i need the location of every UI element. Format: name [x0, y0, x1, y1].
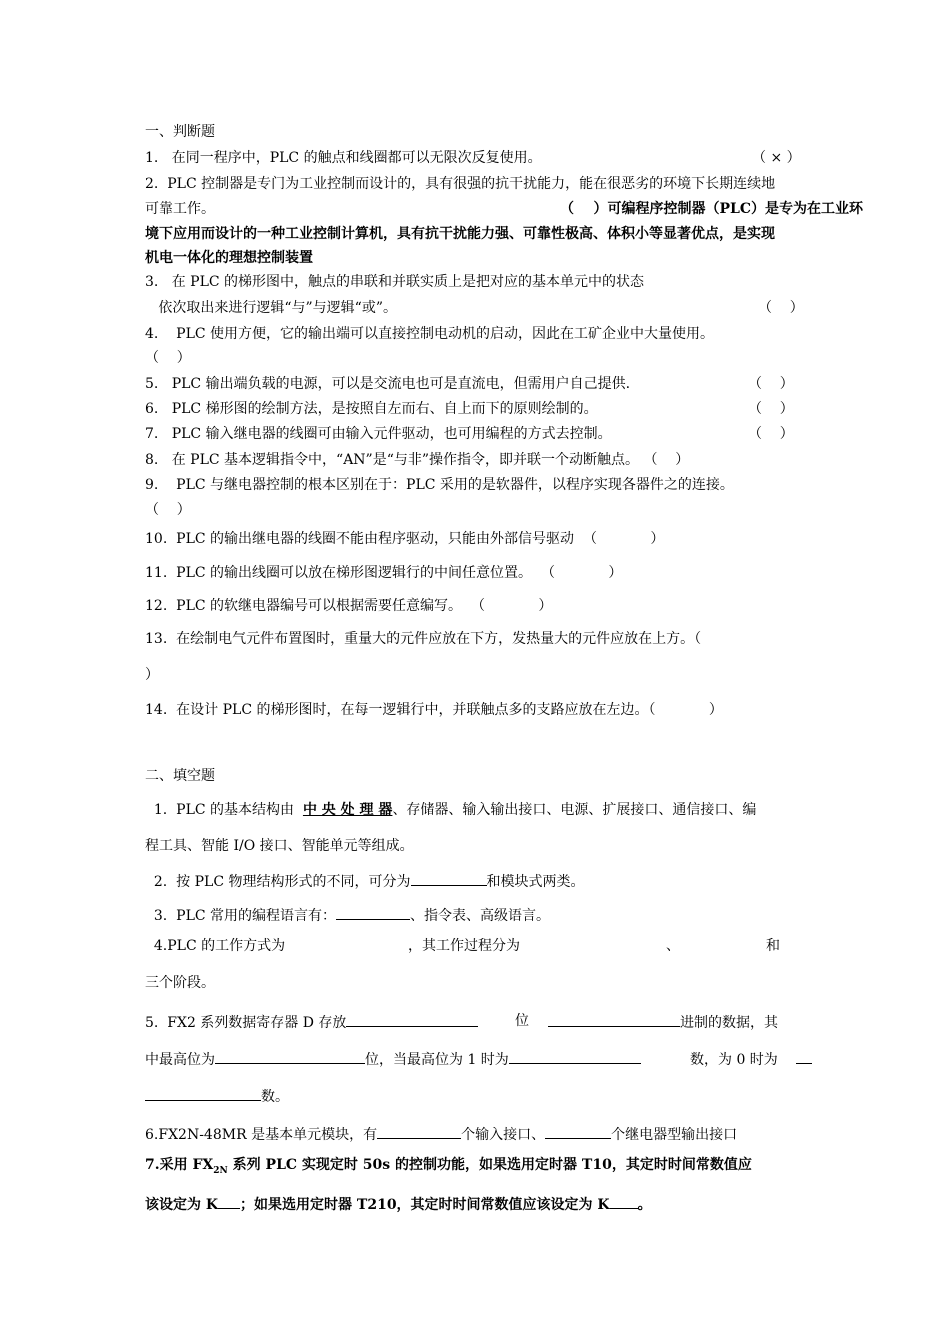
q4-line1: 4. PLC 使用方便，它的输出端可以直接控制电动机的启动，因此在工矿企业中大量使用。 [145, 326, 715, 342]
f2-suffix: 和模块式两类。 [486, 874, 585, 890]
q13-line2: ） [145, 667, 159, 683]
f2-blank[interactable] [411, 871, 487, 886]
f3-blank[interactable] [336, 905, 410, 920]
f7-line2 [145, 1194, 652, 1214]
f3-prefix: 3. PLC 常用的编程语言有： [145, 908, 337, 924]
f6-prefix: 6.FX2N-48MR 是基本单元模块，有 [145, 1127, 378, 1143]
f5-l2-end [690, 1049, 812, 1069]
q2-line2: 可靠工作。 [145, 201, 215, 217]
f6-blank1[interactable] [377, 1124, 461, 1139]
q11-text: 11. PLC 的输出线圈可以放在梯形图逻辑行的中间任意位置。 （ ） [145, 565, 623, 581]
f5-l2-end-text: 数，为 0 时为 [690, 1052, 778, 1068]
f3-line [145, 905, 550, 925]
f5-blank4[interactable] [509, 1049, 641, 1064]
f3-suffix: 、指令表、高级语言。 [410, 908, 551, 924]
f2-line [145, 871, 585, 891]
f5-c [548, 1012, 778, 1032]
f6-suffix: 个继电器型输出接口 [611, 1127, 738, 1143]
f5-l3-text: 数。 [261, 1089, 289, 1105]
f5-line3 [145, 1086, 289, 1106]
f5-l2-mid: 位，当最高位为 1 时为 [365, 1052, 509, 1068]
q8-text: 8. 在 PLC 基本逻辑指令中，“AN”是“与非”操作指令，即并联一个动断触点。 （ ） [145, 452, 690, 468]
q7-text: 7. PLC 输入继电器的线圈可由输入元件驱动，也可用编程的方式去控制。 [145, 426, 612, 442]
q5-answer: （ ） [748, 376, 794, 392]
q1-text: 1. 在同一程序中，PLC 的触点和线圈都可以无限次反复使用。 [145, 150, 542, 166]
f6-line [145, 1124, 737, 1144]
f5-b: 位 [515, 1013, 529, 1029]
f7-line1 [145, 1156, 752, 1180]
q14-text: 14. 在设计 PLC 的梯形图时，在每一逻辑行中，并联触点多的支路应放在左边。（ ） [145, 702, 723, 718]
f5-a [145, 1012, 478, 1032]
f1-line1 [145, 801, 756, 819]
f5-blank5b[interactable] [145, 1086, 261, 1101]
q2-line4: 机电一体化的理想控制装置 [145, 250, 313, 266]
f6-blank2[interactable] [545, 1124, 611, 1139]
q3-line1: 3. 在 PLC 的梯形图中，触点的串联和并联实质上是把对应的基本单元中的状态 [145, 274, 645, 290]
f7-l2-end: 。 [637, 1197, 652, 1213]
f7-subscript: 2N [213, 1165, 228, 1176]
q4-line2: （ ） [145, 350, 191, 366]
f5-l2-prefix: 中最高位为 [145, 1052, 215, 1068]
f5-prefix: 5. FX2 系列数据寄存器 D 存放 [145, 1015, 347, 1031]
f1-answer: 中 央 处 理 器 [302, 802, 393, 818]
f1-line2: 程工具、智能 I/O 接口、智能单元等组成。 [145, 838, 414, 854]
f6-mid: 个输入接口、 [461, 1127, 546, 1143]
q13-line1: 13. 在绘制电气元件布置图时，重量大的元件应放在下方，发热量大的元件应放在上方。（ [145, 631, 702, 647]
q2-line1: 2. PLC 控制器是专门为工业控制而设计的，具有很强的抗干扰能力，能在很恶劣的环境下长期连续地 [145, 176, 776, 192]
f5-blank3[interactable] [215, 1049, 365, 1064]
f4-b: ，其工作过程分为 [408, 938, 520, 954]
f5-c-text: 进制的数据，其 [680, 1015, 778, 1031]
q2-line2-answer: （ ）可编程序控制器（PLC）是专为在工业环 [560, 201, 864, 217]
f5-line2 [145, 1049, 641, 1069]
q6-text: 6. PLC 梯形图的绘制方法，是按照自左而右、自上而下的原则绘制的。 [145, 401, 598, 417]
f2-prefix: 2. 按 PLC 物理结构形式的不同，可分为 [145, 874, 411, 890]
f4-a: 4.PLC 的工作方式为 [145, 938, 286, 954]
f7-l2-mid: ；如果选用定时器 T210，其定时时间常数值应该设定为 K [240, 1197, 610, 1213]
q9-line2: （ ） [145, 502, 191, 518]
f5-blank1[interactable] [346, 1012, 478, 1027]
f7-suffix: 系列 PLC 实现定时 50s 的控制功能，如果选用定时器 T10，其定时时间常数值应 [227, 1157, 752, 1173]
f7-l2-prefix: 该设定为 K [145, 1197, 219, 1213]
section2-title: 二、填空题 [145, 768, 215, 784]
f5-blank2[interactable] [548, 1012, 680, 1027]
q5-text: 5. PLC 输出端负载的电源，可以是交流电也可是直流电，但需用户自己提供. [145, 376, 631, 392]
q6-answer: （ ） [748, 401, 794, 417]
q9-line1: 9. PLC 与继电器控制的根本区别在于：PLC 采用的是软器件，以程序实现各器件之的连接。 [145, 477, 734, 493]
f4-d: 和 [766, 938, 780, 954]
f7-prefix: 7.采用 FX [145, 1157, 214, 1173]
f4-c: 、 [666, 938, 680, 954]
f1-suffix: 、存储器、输入输出接口、电源、扩展接口、通信接口、编 [392, 802, 757, 818]
q10-text: 10. PLC 的输出继电器的线圈不能由程序驱动，只能由外部信号驱动 （ ） [145, 531, 665, 547]
f1-prefix: 1. PLC 的基本结构由 [145, 802, 303, 818]
q2-line3: 境下应用而设计的一种工业控制计算机，具有抗干扰能力强、可靠性极高、体积小等显著优点，是实现 [145, 226, 775, 242]
f5-blank5a[interactable] [796, 1049, 812, 1064]
q7-answer: （ ） [748, 426, 794, 442]
section1-title: 一、判断题 [145, 124, 215, 140]
f4-line2: 三个阶段。 [145, 975, 215, 991]
q3-answer: （ ） [758, 300, 804, 316]
f7-blank2[interactable] [610, 1194, 638, 1209]
q1-answer: （ × ） [752, 150, 801, 166]
q12-text: 12. PLC 的软继电器编号可以根据需要任意编写。 （ ） [145, 598, 553, 614]
f7-blank1[interactable] [218, 1194, 240, 1209]
q3-line2: 依次取出来进行逻辑“与”与逻辑“或”。 [145, 300, 397, 316]
